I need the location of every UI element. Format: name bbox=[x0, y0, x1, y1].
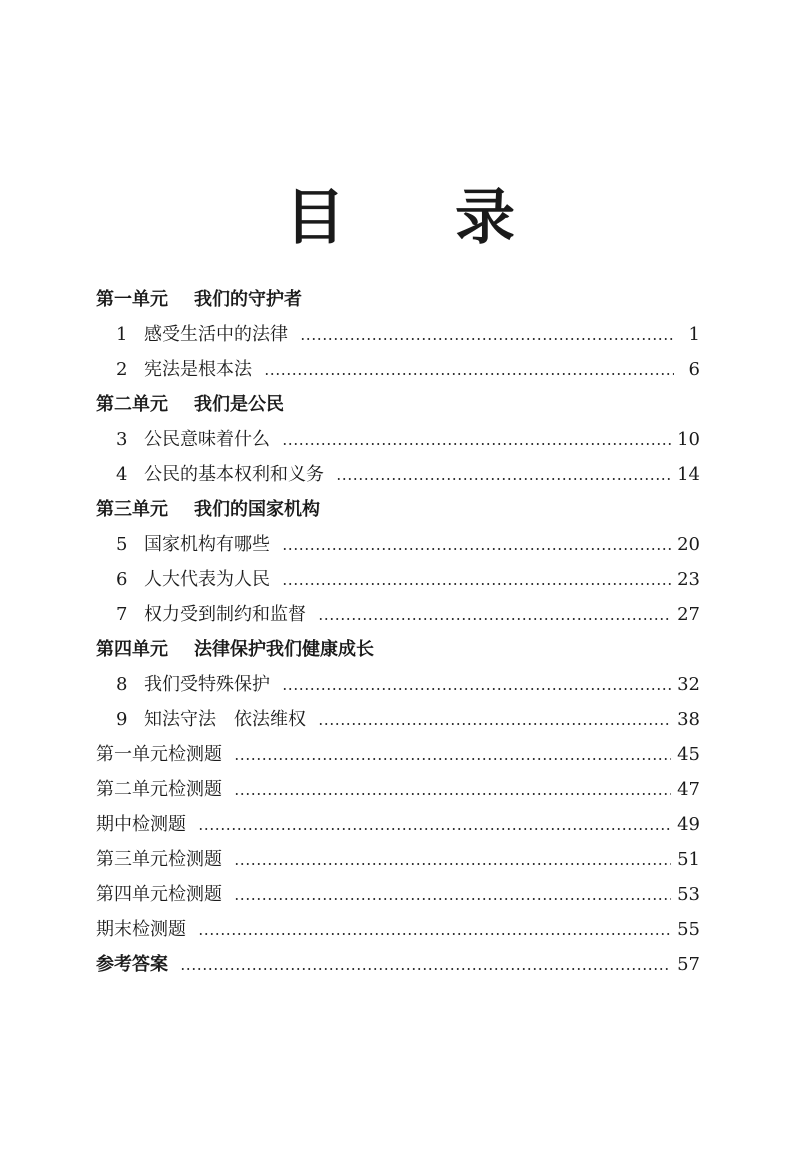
table-of-contents bbox=[96, 282, 700, 982]
lesson-title: 公民的基本权利和义务 bbox=[144, 464, 324, 485]
lesson-number: 5 bbox=[116, 534, 128, 555]
page-number: 38 bbox=[677, 709, 700, 730]
entry-title: 第三单元检测题 bbox=[96, 849, 222, 870]
page-number: 45 bbox=[677, 744, 700, 765]
dot-leader bbox=[282, 583, 671, 585]
lesson-title: 人大代表为人民 bbox=[144, 569, 270, 590]
toc-entry-lesson-9[interactable] bbox=[96, 702, 700, 737]
toc-entry-test-4[interactable] bbox=[96, 877, 700, 912]
entry-title: 期末检测题 bbox=[96, 919, 186, 940]
entry-title: 第二单元检测题 bbox=[96, 779, 222, 800]
toc-entry-lesson-4[interactable] bbox=[96, 457, 700, 492]
toc-entry-lesson-6[interactable] bbox=[96, 562, 700, 597]
page-number: 14 bbox=[677, 464, 700, 485]
lesson-title: 感受生活中的法律 bbox=[144, 324, 288, 345]
page-number: 10 bbox=[677, 429, 700, 450]
toc-entry-test-3[interactable] bbox=[96, 842, 700, 877]
toc-entry-midterm[interactable] bbox=[96, 807, 700, 842]
dot-leader bbox=[264, 373, 674, 375]
entry-title: 第四单元检测题 bbox=[96, 884, 222, 905]
lesson-number: 6 bbox=[116, 569, 128, 590]
dot-leader bbox=[336, 478, 671, 480]
dot-leader bbox=[282, 548, 671, 550]
lesson-number: 3 bbox=[116, 429, 128, 450]
page-number: 20 bbox=[677, 534, 700, 555]
dot-leader bbox=[300, 338, 674, 340]
entry-title: 参考答案 bbox=[96, 954, 168, 975]
page-number: 51 bbox=[677, 849, 700, 870]
lesson-number: 2 bbox=[116, 359, 128, 380]
unit-name: 我们的国家机构 bbox=[194, 499, 320, 520]
dot-leader bbox=[234, 863, 671, 865]
lesson-title: 国家机构有哪些 bbox=[144, 534, 270, 555]
lesson-number: 7 bbox=[116, 604, 128, 625]
unit-heading-4 bbox=[96, 632, 700, 667]
unit-prefix: 第二单元 bbox=[96, 394, 168, 415]
title-char-2: 录 bbox=[455, 183, 515, 253]
dot-leader bbox=[234, 758, 671, 760]
toc-entry-final[interactable] bbox=[96, 912, 700, 947]
toc-entry-lesson-5[interactable] bbox=[96, 527, 700, 562]
title-char-1: 目 bbox=[285, 183, 345, 253]
lesson-number: 1 bbox=[116, 324, 128, 345]
page-number: 6 bbox=[688, 359, 700, 380]
toc-entry-lesson-3[interactable] bbox=[96, 422, 700, 457]
entry-title: 第一单元检测题 bbox=[96, 744, 222, 765]
lesson-title: 权力受到制约和监督 bbox=[144, 604, 306, 625]
lesson-number: 4 bbox=[116, 464, 128, 485]
dot-leader bbox=[234, 793, 671, 795]
page-number: 47 bbox=[677, 779, 700, 800]
unit-heading-1 bbox=[96, 282, 700, 317]
dot-leader bbox=[234, 898, 671, 900]
page-number: 49 bbox=[677, 814, 700, 835]
page-number: 32 bbox=[677, 674, 700, 695]
lesson-title: 我们受特殊保护 bbox=[144, 674, 270, 695]
dot-leader bbox=[198, 828, 671, 830]
unit-name: 法律保护我们健康成长 bbox=[194, 639, 374, 660]
unit-name: 我们的守护者 bbox=[194, 289, 302, 310]
lesson-title: 知法守法 依法维权 bbox=[144, 709, 306, 730]
unit-heading-2 bbox=[96, 387, 700, 422]
dot-leader bbox=[318, 618, 671, 620]
dot-leader bbox=[282, 443, 671, 445]
dot-leader bbox=[282, 688, 671, 690]
toc-entry-lesson-1[interactable] bbox=[96, 317, 700, 352]
page-number: 27 bbox=[677, 604, 700, 625]
lesson-number: 9 bbox=[116, 709, 128, 730]
unit-name: 我们是公民 bbox=[194, 394, 284, 415]
page-title bbox=[0, 170, 800, 256]
toc-entry-test-1[interactable] bbox=[96, 737, 700, 772]
lesson-number: 8 bbox=[116, 674, 128, 695]
page-number: 57 bbox=[677, 954, 700, 975]
toc-entry-answers[interactable] bbox=[96, 947, 700, 982]
dot-leader bbox=[198, 933, 671, 935]
lesson-title: 宪法是根本法 bbox=[144, 359, 252, 380]
entry-title: 期中检测题 bbox=[96, 814, 186, 835]
dot-leader bbox=[318, 723, 671, 725]
toc-entry-lesson-2[interactable] bbox=[96, 352, 700, 387]
toc-entry-test-2[interactable] bbox=[96, 772, 700, 807]
unit-heading-3 bbox=[96, 492, 700, 527]
unit-prefix: 第四单元 bbox=[96, 639, 168, 660]
page-number: 1 bbox=[688, 324, 700, 345]
page-number: 53 bbox=[677, 884, 700, 905]
page-number: 55 bbox=[677, 919, 700, 940]
lesson-title: 公民意味着什么 bbox=[144, 429, 270, 450]
unit-prefix: 第一单元 bbox=[96, 289, 168, 310]
page-number: 23 bbox=[677, 569, 700, 590]
dot-leader bbox=[180, 968, 671, 970]
toc-entry-lesson-7[interactable] bbox=[96, 597, 700, 632]
toc-entry-lesson-8[interactable] bbox=[96, 667, 700, 702]
unit-prefix: 第三单元 bbox=[96, 499, 168, 520]
